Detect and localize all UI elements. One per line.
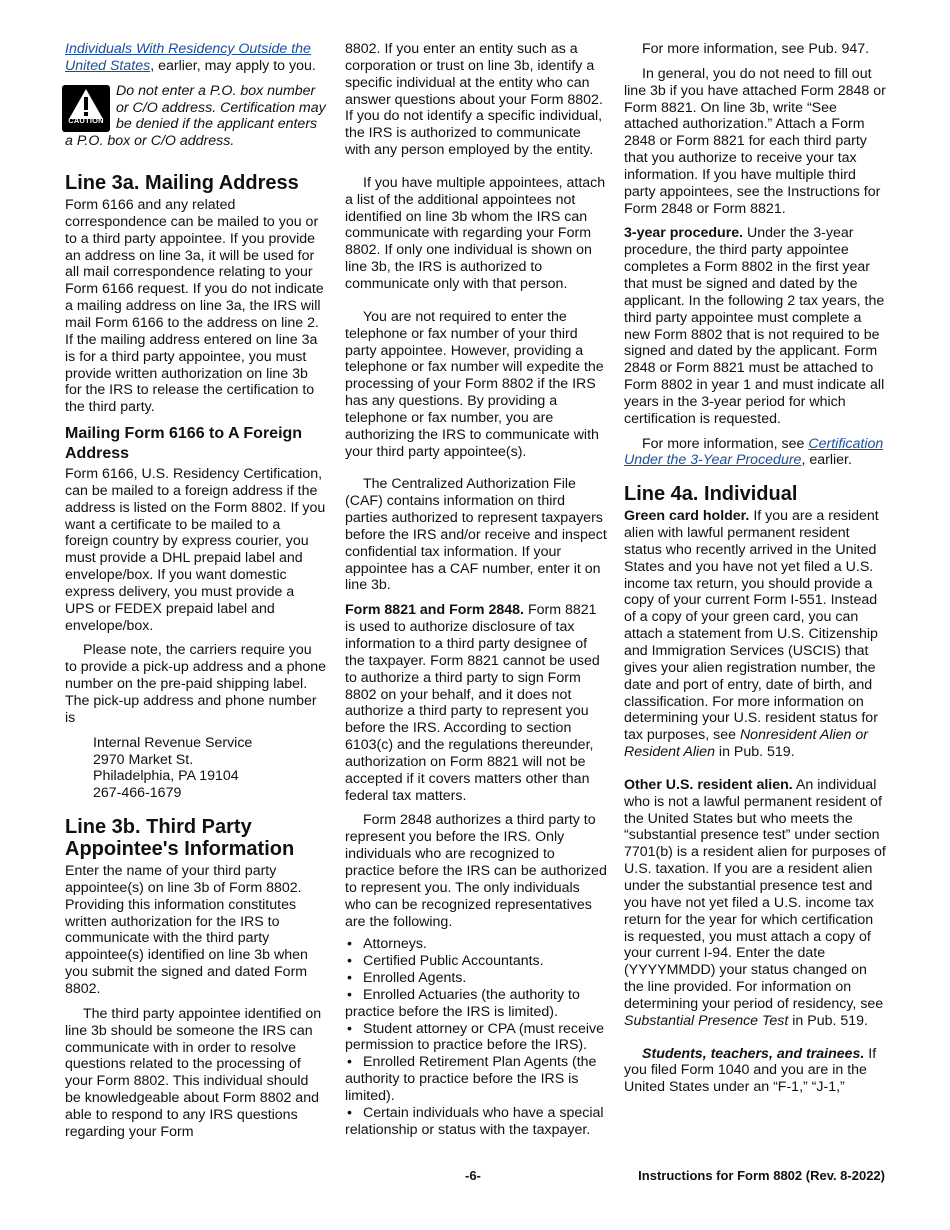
section-heading: Line 4a. Individual <box>624 483 798 506</box>
text-run: In general, you do not need to fill out line 3b if you have attached Form 2848 or Form 8821. On line 3b, write “See attached authorization.” Attach a Form 2848 or Form 8821 for each third party that you authorize to receive your tax information. If you have multiple third party appointees, see the Instructions for Form 2848 or Form 8821. <box>624 65 886 217</box>
text-run: Substantial Presence Test <box>624 1012 789 1029</box>
column-2 <box>345 41 607 1146</box>
cross-reference-link[interactable]: Individuals With Residency Outside the United States <box>65 41 311 74</box>
paragraph <box>65 197 327 416</box>
run-in-heading: Students, teachers, and trainees. <box>642 1045 865 1062</box>
list-item-text: Enrolled Retirement Plan Agents (the authority to practice before the IRS is limited). <box>345 1054 597 1104</box>
section-heading: Line 3b. Third Party Appointee's Information <box>65 816 295 861</box>
paragraph <box>624 436 886 470</box>
paragraph <box>65 863 327 998</box>
list-item-text: Attorneys. <box>363 936 427 953</box>
list-item <box>345 1021 607 1055</box>
bullet-icon: • <box>347 936 352 953</box>
address-line: Philadelphia, PA 19104 <box>93 768 239 785</box>
list-item-text: Student attorney or CPA (must receive permission to practice before the IRS). <box>345 1020 605 1054</box>
run-in-heading: Form 8821 and Form 2848. <box>345 602 524 619</box>
bullet-icon: • <box>347 1054 352 1071</box>
text-run: Nonresident Alien or Resident Alien <box>624 727 868 761</box>
text-run: If you are a resident alien with lawful permanent resident status who recently arrived in the United States and you have not yet filed a U.S. income tax return, you should provide a copy of your current Form I-551. Instead of a copy of your green card, you can attach a statement from U.S. Citizenship and Immigration Services (USCIS) that gives your alien registration number, the date and port of entry, date of birth, and classification. For more information on determining your U.S. resident status for tax purposes, see <box>624 508 879 744</box>
paragraph <box>65 41 327 75</box>
form-title-footer: Instructions for Form 8802 (Rev. 8-2022) <box>638 1168 885 1183</box>
column-3 <box>624 41 886 1104</box>
list-item-text: Enrolled Agents. <box>363 970 467 987</box>
text-run: If you have multiple appointees, attach a list of the additional appointees not identified on line 3b whom the IRS can communicate with regarding your Form 8802. If only one individual is shown on line 3b, the IRS is authorized to communicate only with that person. <box>345 174 606 292</box>
run-in-heading: Green card holder. <box>624 508 750 525</box>
bullet-icon: • <box>347 986 352 1003</box>
caution-icon <box>62 85 110 132</box>
cross-reference-link[interactable]: Certification Under the 3-Year Procedure <box>624 435 884 469</box>
text-run: in Pub. 519. <box>714 744 795 761</box>
paragraph <box>624 1046 886 1097</box>
paragraph <box>624 66 886 218</box>
paragraph <box>345 602 607 804</box>
list-item <box>345 1105 607 1139</box>
bullet-icon: • <box>347 953 352 970</box>
subsection-heading: Mailing Form 6166 to A Foreign Address <box>65 425 303 463</box>
list-item <box>345 936 607 953</box>
list-item <box>345 953 607 970</box>
text-run: Enter the name of your third party appointee(s) on line 3b of Form 8802. Providing this information constitutes written authorization for the IRS to communicate with the third party appointee(s) identified on line 3b when you submit the signed and dated Form 8802. <box>65 863 308 997</box>
paragraph <box>345 309 607 461</box>
paragraph <box>65 466 327 634</box>
page-number: -6- <box>465 1168 481 1183</box>
text-run: The third party appointee identified on line 3b should be someone the IRS can communicate with in order to resolve questions related to the processing of your Form 8802. This individual should be knowledgeable about Form 8802 and able to respond to any IRS questions regarding your Form <box>65 1005 322 1140</box>
text-run: , earlier, may apply to you. <box>150 57 316 74</box>
paragraph <box>345 812 607 930</box>
text-run: , earlier. <box>801 452 852 469</box>
text-run: Form 6166 and any related correspondence can be mailed to you or to a third party appointee. If you provide an address on line 3a, it will be used for all mail correspondence relating to your Form 6166 request. If you do not indicate a mailing address on line 3a, the IRS will mail Form 6166 to the address on line 2. If the mailing address entered on line 3a is for a third party appointee, you must provide written authorization on line 3b for the IRS to release the certification to the third party. <box>65 197 324 416</box>
paragraph <box>624 41 886 58</box>
section-heading: Line 3a. Mailing Address <box>65 172 299 195</box>
paragraph <box>624 777 886 1030</box>
caution-label: CAUTION <box>68 115 104 125</box>
bullet-icon: • <box>347 970 352 987</box>
caution-note <box>65 83 327 150</box>
paragraph <box>65 642 327 726</box>
mailing-address <box>93 735 327 802</box>
paragraph <box>65 1006 327 1141</box>
list-item-text: Certified Public Accountants. <box>363 953 544 970</box>
list-item <box>345 970 607 987</box>
paragraph <box>345 476 607 594</box>
bullet-icon: • <box>347 1104 352 1121</box>
paragraph <box>345 41 607 159</box>
caution-text: Do not enter a P.O. box number or C/O address. Certification may be denied if the applicant enters a P.O. box or C/O address. <box>65 82 326 150</box>
text-run: You are not required to enter the telephone or fax number of your third party appointee. However, providing a telephone or fax number will expedite the processing of your Form 8802 if the IRS has any questions. By providing a telephone or fax number, you are authorizing the IRS to communicate with your third party appointee(s). <box>345 308 604 460</box>
paragraph <box>624 508 886 761</box>
list-item <box>345 987 607 1021</box>
list-item-text: Certain individuals who have a special relationship or status with the taxpayer. <box>345 1104 604 1138</box>
address-line: Internal Revenue Service <box>93 734 253 751</box>
bullet-icon: • <box>347 1020 352 1037</box>
text-run: Please note, the carriers require you to provide a pick-up address and a phone number on the pre-paid shipping label. The pick-up address and phone number is <box>65 642 327 726</box>
address-line: 2970 Market St. <box>93 751 194 768</box>
paragraph <box>345 175 607 293</box>
paragraph <box>624 225 886 427</box>
text-run: The Centralized Authorization File (CAF) contains information on third parties authorized to represent taxpayers before the IRS and/or receive and inspect confidential tax information. If your appointee has a CAF number, enter it on line 3b. <box>345 476 607 594</box>
text-run: 8802. If you enter an entity such as a corporation or trust on line 3b, identify a specific individual at the entity who can answer questions about your Form 8802. If you do not identify a specific individual, the IRS is authorized to communicate with any person employed by the entity. <box>345 41 603 159</box>
text-run: Under the 3-year procedure, the third party appointee completes a Form 8802 in the first year that must be signed and dated by the applicant. In the following 2 tax years, the third party appointee must complete a new Form 8802 that is not required to be signed and dated by the applicant. Form 2848 or Form 8821 must be attached to Form 8802 in year 1 and must indicate all years in the 3-year period for which certification is requested. <box>624 225 885 427</box>
text-run: Form 2848 authorizes a third party to represent you before the IRS. Only individuals who are recognized to practice before the IRS can be authorized to represent you. The only individuals who can be recognized representatives are the following. <box>345 812 607 930</box>
text-run: in Pub. 519. <box>788 1012 868 1029</box>
list-item-text: Enrolled Actuaries (the authority to practice before the IRS is limited). <box>345 986 580 1020</box>
bullet-list <box>345 936 607 1138</box>
text-run: If you filed Form 1040 and you are in the United States under an “F-1,” “J-1,” <box>624 1045 877 1096</box>
address-line: 267-466-1679 <box>93 785 182 802</box>
text-run: Form 8821 is used to authorize disclosure of tax information to a third party designee of the taxpayer. Form 8821 cannot be used to authorize a third party to sign Form 8802 on your behalf, and it does not authorize a third party to represent you before the IRS. According to section 6103(c) and the regulations thereunder, authorization on Form 8821 will not be accepted if it covers matters other than federal tax matters. <box>345 602 600 804</box>
list-item <box>345 1054 607 1105</box>
text-run: Form 6166, U.S. Residency Certification, can be mailed to a foreign address if the address is listed on the Form 8802. If you want a certificate to be mailed to a foreign country by express courier, you must provide a DHL prepaid label and envelope/box. If you want domestic express delivery, you must provide a UPS or FEDEX prepaid label and envelope/box. <box>65 466 326 634</box>
text-run: An individual who is not a lawful permanent resident of the United States but who meets the “substantial presence test” under section 7701(b) is a resident alien for purposes of U.S. taxation. If you are a resident alien under the substantial presence test and you have not yet filed a U.S. income tax return for the year for which certification is requested, you must attach a copy of your current I-94. Enter the date (YYYYMMDD) your status changed on the line provided. For information on determining your period of residency, see <box>624 776 886 1012</box>
text-run: For more information, see <box>642 435 809 452</box>
text-run: For more information, see Pub. 947. <box>642 41 870 57</box>
run-in-heading: 3-year procedure. <box>624 225 744 242</box>
run-in-heading: Other U.S. resident alien. <box>624 776 793 793</box>
column-1 <box>65 41 327 1149</box>
